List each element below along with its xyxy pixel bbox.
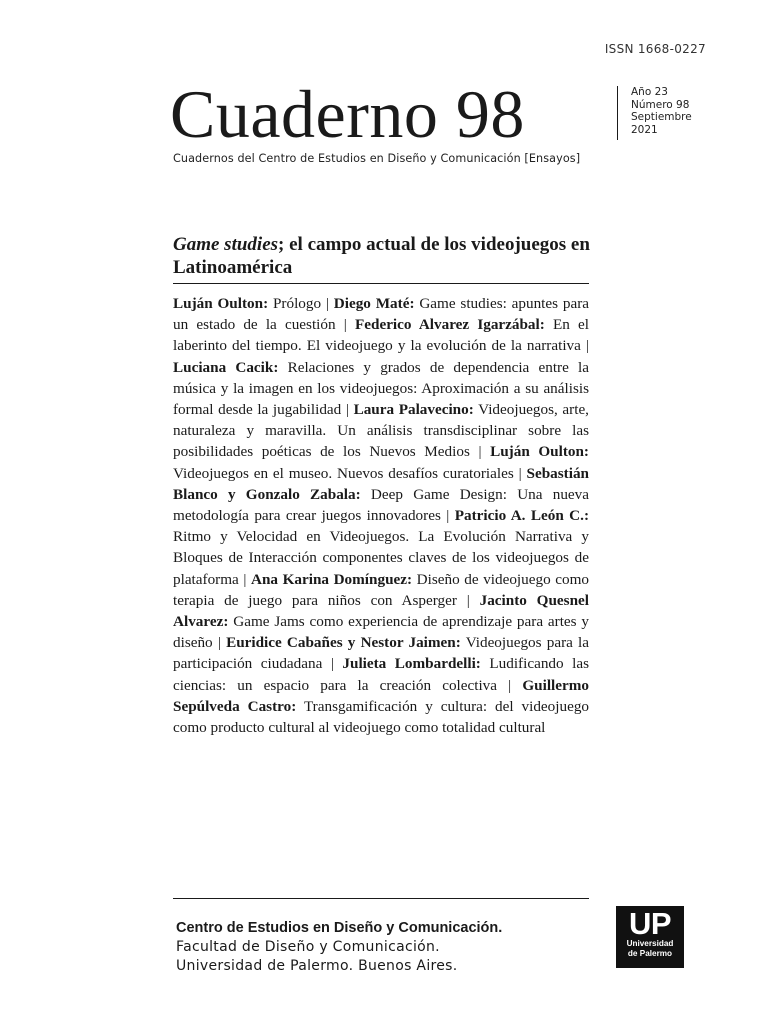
faculty-name: Facultad de Diseño y Comunicación. (176, 939, 440, 955)
toc-title: Game Jams como experiencia de aprendizaje para artes y diseño (173, 613, 590, 652)
title-rest-part: ; el campo actual de los videojuegos en Latinoamérica (173, 234, 590, 278)
toc-separator: | (212, 634, 227, 652)
toc-separator: | (469, 443, 491, 461)
title-italic-part: Game studies (173, 234, 279, 255)
toc-author: Euridice Cabañes y Nestor Jaimen: (226, 634, 461, 652)
issn-label: ISSN 1668-0227 (604, 42, 706, 56)
toc-title: Ludificando las ciencias: un espacio para la creación colectiva (173, 655, 589, 694)
toc-author: Guillermo Sepúlveda Castro: (173, 676, 590, 715)
toc-title: Videojuegos, arte, naturaleza y maravilla. Un análisis transdisciplinar sobre las posibilidades poéticas de los Nuevos Medios (173, 401, 589, 461)
toc-author: Diego Maté: (333, 295, 415, 312)
up-logo (616, 906, 684, 968)
toc-author: Sebastián Blanco y Gonzalo Zabala: (173, 464, 589, 503)
toc-separator: | (322, 655, 343, 673)
toc-separator: | (238, 570, 251, 588)
title-rule (173, 283, 589, 284)
issue-theme-title (173, 233, 593, 279)
toc-author: Patricio A. León C.: (454, 507, 590, 525)
toc-author: Luján Oulton: (173, 295, 269, 312)
toc-separator: | (513, 464, 527, 482)
toc-title: En el laberinto del tiempo. El videojuego y la evolución de la narrativa (173, 316, 589, 355)
issue-date-year: 2021 (631, 123, 658, 136)
center-name: Centro de Estudios en Diseño y Comunicación. (176, 920, 503, 936)
toc-title: Prólogo (272, 295, 322, 312)
toc-separator: | (335, 316, 355, 334)
toc-author: Jacinto Quesnel Alvarez: (173, 591, 589, 631)
series-subtitle: Cuadernos del Centro de Estudios en Diseño y Comunicación [Ensayos] (173, 152, 581, 165)
toc-title: Videojuegos para la participación ciudadana (173, 634, 590, 673)
toc-author: Luciana Cacik: (173, 358, 279, 376)
toc-title: Game studies: apuntes para un estado de la cuestión (173, 295, 590, 334)
toc-title: Diseño de videojuego como terapia de juego para niños con Asperger (173, 570, 590, 609)
masthead-divider (617, 86, 618, 140)
issue-month: Septiembre (631, 111, 692, 123)
issue-year: Año 23 (631, 86, 668, 98)
table-of-contents (173, 293, 589, 738)
toc-author: Ana Karina Domínguez: (251, 570, 413, 588)
issue-number: Número 98 (631, 98, 690, 111)
university-name: Universidad de Palermo. Buenos Aires. (176, 958, 458, 974)
toc-author: Laura Palavecino: (353, 401, 474, 419)
toc-title: Transgamificación y cultura: del videojuego como producto cultural al videojuego como totalidad cultural (173, 697, 590, 737)
toc-separator: | (440, 507, 455, 525)
publisher-footer (176, 919, 502, 976)
toc-author: Luján Oulton: (490, 443, 589, 461)
toc-separator: | (580, 337, 589, 355)
toc-title: Ritmo y Velocidad en Videojuegos. La Evolución Narrativa y Bloques de Interacción componentes claves de los videojuegos de plataforma (173, 528, 589, 588)
toc-separator: | (341, 401, 354, 419)
toc-author: Federico Alvarez Igarzábal: (354, 316, 545, 334)
footer-rule (173, 898, 589, 899)
toc-title: Videojuegos en el museo. Nuevos desafíos curatoriales (173, 464, 514, 482)
toc-title: Deep Game Design: Una nueva metodología para crear juegos innovadores (173, 485, 589, 525)
logo-name-line1: Universidad (626, 939, 674, 948)
toc-entry (173, 295, 321, 312)
toc-separator: | (497, 676, 523, 694)
issue-info (631, 86, 692, 136)
masthead-title: Cuaderno 98 (170, 76, 525, 152)
toc-title: Relaciones y grados de dependencia entre la música y la imagen en los videojuegos: Aproximación a su análisis formal desde la jugabilidad (173, 358, 589, 419)
logo-mark: UP (628, 906, 672, 941)
toc-separator: | (321, 295, 334, 312)
toc-author: Julieta Lombardelli: (342, 655, 481, 673)
toc-separator: | (456, 591, 480, 609)
logo-name-line2: de Palermo (627, 948, 673, 958)
